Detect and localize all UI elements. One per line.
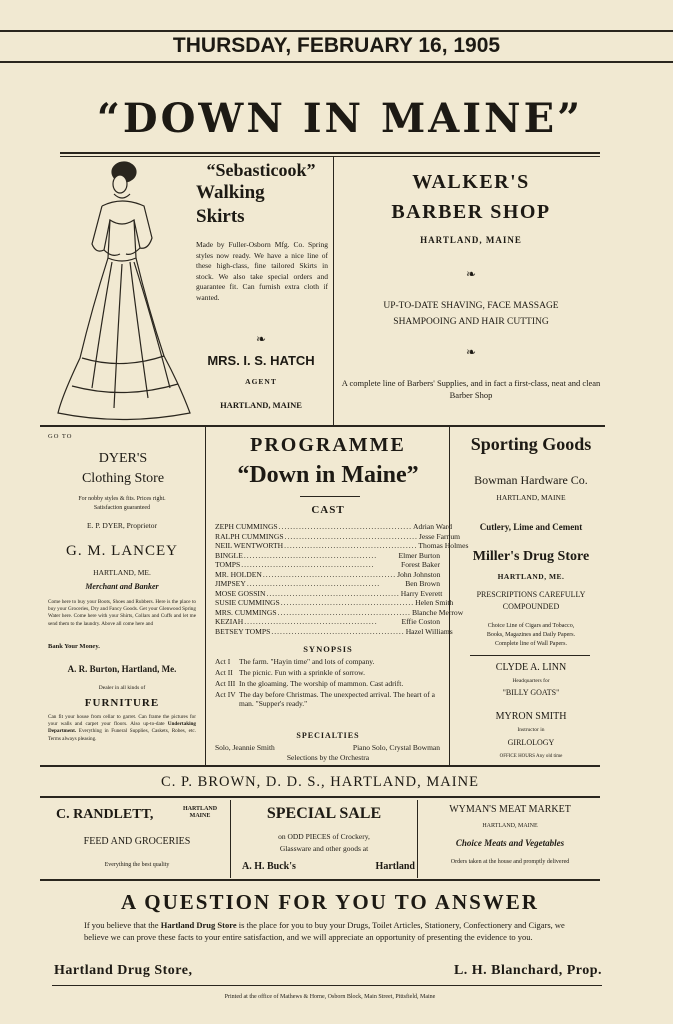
cast-role: MRS. CUMMINGS	[215, 607, 277, 617]
wyman-place: HARTLAND, MAINE	[482, 823, 538, 829]
lady-illustration	[52, 158, 194, 423]
rule	[300, 496, 360, 497]
sale-title: SPECIAL SALE	[266, 805, 382, 822]
programme-play: “Down in Maine”	[237, 462, 419, 488]
cast-role: ZEPH CUMMINGS	[215, 522, 278, 531]
choice-line-1: Choice Line of Cigars and Tobacco,	[487, 623, 575, 629]
miller-place: HARTLAND, ME.	[497, 572, 565, 581]
question-body-1: If you believe that the	[84, 920, 159, 930]
act-label: Act II	[215, 668, 233, 677]
barber-supplies: A complete line of Barbers' Supplies, and in fact a first-class, neat and clean Barber Shop	[341, 378, 601, 400]
randlett-place-1: HARTLAND	[182, 806, 218, 812]
wyman-name: WYMAN'S MEAT MARKET	[449, 804, 571, 815]
specialty-orchestra: Selections by the Orchestra	[286, 753, 370, 762]
burton-undertaking: Undertaking Department.	[48, 721, 197, 735]
specialties-heading: SPECIALTIES	[296, 731, 360, 740]
lancey-bank: Bank Your Money.	[48, 643, 100, 650]
leader-dots: ..............................................	[278, 522, 412, 531]
barber-services-2: SHAMPOOING AND HAIR CUTTING	[393, 317, 549, 327]
wyman-orders: Orders taken at the house and promptly delivered	[450, 859, 570, 865]
randlett-name: C. RANDLETT,	[56, 807, 154, 822]
skirts-body: Made by Fuller-Osborn Mfg. Co. Spring styles now ready. We have a nice line of these high-class, fine tailored Skirts in stock. We also take special orders and guarantee fit. Can furnish extra cloth if wanted.	[196, 240, 328, 302]
cast-actor: Ben Brown	[405, 579, 440, 588]
cast-role: MR. HOLDEN	[215, 569, 262, 579]
barber-line-2: BARBER SHOP	[391, 201, 551, 223]
leader-dots: ..............................................	[243, 550, 378, 560]
miller-name: Miller's Drug Store	[472, 549, 590, 564]
act-row	[215, 668, 440, 677]
myron-subject: GIRLOLOGY	[507, 738, 555, 747]
ornament-leaf-icon: ❧	[465, 345, 477, 359]
choice-line-3: Complete line of Wall Papers.	[495, 641, 567, 647]
act-text: In the gloaming. The worship of mammon. Cast adrift.	[239, 679, 404, 688]
date-header: THURSDAY, FEBRUARY 16, 1905	[172, 34, 501, 57]
randlett-place-2: MAINE	[189, 813, 211, 819]
programme-title: PROGRAMME	[250, 434, 406, 456]
sale-line-1: on ODD PIECES of Crockery,	[278, 832, 370, 841]
cast-actor: Elmer Burton	[398, 550, 440, 560]
burton-body-text: Can fit your house from cellar to garret. Can frame the pictures for your walls and carpet your floors. Also up-to-date	[48, 714, 196, 728]
column-divider	[333, 157, 334, 425]
sale-town: Hartland	[375, 861, 415, 872]
hatch-role: AGENT	[245, 377, 277, 386]
dyer-store: Clothing Store	[81, 471, 165, 486]
bowman-place: HARTLAND, MAINE	[496, 493, 566, 502]
randlett-tag: Everything the best quality	[104, 862, 170, 868]
ornament-leaf-icon: ❧	[465, 267, 477, 281]
question-body-2: is the place for you to buy your Drugs, Toilet Articles, Stationery, Confectionery and Cigars, we believe we can prove these facts to your entire satisfaction, and we will appreciate an opportunity of presenting the evidence to you.	[84, 920, 565, 942]
leader-dots: ..............................................	[284, 541, 418, 550]
rule	[52, 985, 602, 986]
question-title: A QUESTION FOR YOU TO ANSWER	[121, 890, 539, 914]
act-row	[215, 657, 440, 666]
cast-row	[215, 551, 440, 561]
skirts-title-2: Walking	[196, 182, 265, 203]
specialty-solo: Solo, Jeannie Smith	[215, 743, 275, 752]
bowman-name: Bowman Hardware Co.	[474, 473, 588, 487]
sale-store: A. H. Buck's	[242, 861, 296, 872]
cast-actor: Adrian Ward	[412, 522, 453, 531]
ornament-leaf-icon: ❧	[255, 332, 267, 346]
act-row	[215, 679, 440, 688]
myron-role: Instructor in	[517, 727, 545, 733]
cast-row	[215, 588, 443, 599]
headline: “DOWN IN MAINE”	[96, 95, 584, 142]
linn-hq: Headquarters for	[512, 678, 550, 684]
barber-place: HARTLAND, MAINE	[420, 235, 522, 245]
act-label: Act I	[215, 657, 231, 666]
dyer-line-1: For nobby styles & fits. Prices right.	[78, 496, 166, 502]
burton-body-text-2: Everything in Funeral Supplies, Caskets, Robes, etc. Terms always pleasing.	[48, 728, 196, 742]
rule	[60, 152, 600, 154]
cast-actor: Thomas Holmes	[418, 541, 469, 550]
leader-dots: ..............................................	[244, 617, 378, 626]
specialties-row	[215, 743, 440, 752]
cast-row	[215, 579, 440, 589]
leader-dots: ..............................................	[266, 588, 400, 598]
cast-actor: Harry Everett	[400, 588, 443, 598]
question-body	[84, 919, 582, 943]
rule	[40, 765, 600, 767]
randlett-feed: FEED AND GROCERIES	[83, 836, 191, 847]
cast-heading: CAST	[311, 504, 345, 516]
barber-services-1: UP-TO-DATE SHAVING, FACE MASSAGE	[383, 301, 559, 311]
cast-actor: Effie Coston	[401, 617, 440, 626]
rule	[0, 30, 673, 32]
act-label: Act III	[215, 679, 236, 688]
leader-dots: ..............................................	[277, 607, 411, 617]
cast-actor: John Johnston	[397, 569, 441, 579]
column-divider	[417, 800, 418, 878]
prescriptions-2: COMPOUNDED	[502, 602, 560, 611]
skirts-title-3: Skirts	[196, 206, 245, 227]
leader-dots: ..............................................	[271, 626, 405, 636]
cast-row	[215, 607, 464, 618]
burton-name: A. R. Burton, Hartland, Me.	[67, 664, 177, 674]
question-store: Hartland Drug Store	[160, 920, 237, 930]
cast-role: BINGLE	[215, 550, 243, 560]
myron-hours: OFFICE HOURS Any old time	[499, 754, 563, 759]
rule	[60, 156, 600, 157]
leader-dots: ..............................................	[241, 560, 375, 569]
lancey-body: Come here to buy your Boots, Shoes and Rubbers. Here is the place to buy your Groceries, Dry and Fancy Goods. Get your Glenwood Spring Water here. Come here with your Shirts, Collars and Cuffs and let me send them to the laundry. Above all come here and	[48, 599, 196, 627]
dyer-proprietor: E. P. DYER, Proprietor	[87, 521, 157, 530]
cast-row	[215, 598, 454, 608]
hatch-place: HARTLAND, MAINE	[220, 400, 302, 410]
signature-proprietor: L. H. Blanchard, Prop.	[453, 963, 602, 978]
cast-role: TOMPS	[215, 560, 241, 569]
cast-role: BETSEY TOMPS	[215, 626, 271, 636]
lancey-trade: Merchant and Banker	[85, 582, 159, 591]
skirts-title-1: “Sebasticook”	[206, 160, 316, 180]
barber-line-1: WALKER'S	[412, 171, 530, 193]
cast-actor: Hazel Williams	[405, 626, 453, 636]
rule	[40, 425, 605, 427]
cast-role: RALPH CUMMINGS	[215, 531, 284, 541]
column-divider	[205, 427, 206, 765]
cast-role: MOSE GOSSIN	[215, 588, 266, 598]
linn-name: CLYDE A. LINN	[495, 662, 567, 673]
brown-dds: C. P. BROWN, D. D. S., HARTLAND, MAINE	[161, 774, 479, 790]
cast-row	[215, 560, 440, 570]
burton-body	[48, 714, 196, 743]
signature-store: Hartland Drug Store,	[54, 963, 193, 978]
rule	[470, 655, 590, 656]
cast-list	[215, 522, 469, 636]
cast-row	[215, 531, 461, 542]
cast-actor: Forest Baker	[400, 560, 440, 569]
leader-dots: ..............................................	[262, 569, 397, 579]
burton-dealer: Dealer in all kinds of	[98, 685, 146, 691]
dyer-name: DYER'S	[98, 451, 148, 466]
cast-role: KEZIAH	[215, 617, 244, 626]
sale-line-2: Glassware and other goods at	[279, 844, 369, 853]
cutlery-line: Cutlery, Lime and Cement	[479, 522, 583, 532]
act-row	[215, 690, 440, 708]
rule	[40, 796, 600, 798]
cast-row	[215, 626, 453, 637]
act-label: Act IV	[215, 690, 236, 699]
linn-goats: "BILLY GOATS"	[502, 688, 560, 697]
cast-role: JIMPSEY	[215, 579, 246, 588]
choice-line-2: Books, Magazines and Daily Papers.	[486, 632, 576, 638]
leader-dots: ..............................................	[284, 531, 418, 541]
cast-role: SUSIE CUMMINGS	[215, 598, 280, 607]
cast-actor: Helen Smith	[415, 598, 454, 607]
synopsis-list	[215, 657, 440, 708]
column-divider	[449, 427, 450, 765]
act-text: The picnic. Fun with a sprinkle of sorrow.	[239, 668, 365, 677]
specialty-piano: Piano Solo, Crystal Bowman	[352, 743, 440, 752]
rule	[0, 61, 673, 63]
synopsis-heading: SYNOPSIS	[303, 644, 353, 654]
lancey-place: HARTLAND, ME.	[93, 568, 151, 577]
hatch-name: MRS. I. S. HATCH	[207, 353, 315, 368]
act-text: The farm. "Hayin time" and lots of company.	[239, 657, 375, 666]
dyer-line-2: Satisfaction guaranteed	[93, 505, 151, 511]
cast-row	[215, 617, 440, 627]
cast-role: NEIL WENTWORTH	[215, 541, 284, 550]
leader-dots: ..............................................	[246, 579, 381, 588]
rule	[40, 879, 600, 881]
burton-furniture: FURNITURE	[84, 697, 160, 709]
sporting-goods: Sporting Goods	[470, 434, 592, 454]
prescriptions-1: PRESCRIPTIONS CAREFULLY	[476, 590, 586, 599]
cast-row	[215, 522, 453, 532]
cast-actor: Blanche Merrow	[411, 607, 464, 617]
myron-name: MYRON SMITH	[495, 711, 567, 722]
act-text: The day before Christmas. The unexpected arrival. The heart of a man. "Supper's ready."	[239, 690, 435, 708]
leader-dots: ..............................................	[280, 598, 415, 607]
wyman-choice: Choice Meats and Vegetables	[455, 838, 565, 848]
column-divider	[230, 800, 231, 878]
cast-row	[215, 541, 469, 551]
cast-actor: Jesse Farnum	[418, 531, 461, 541]
cast-row	[215, 570, 440, 580]
lancey-name: G. M. LANCEY	[66, 543, 178, 559]
printer-footer: Printed at the office of Mathews & Horne, Osborn Block, Main Street, Pittsfield, Maine	[224, 994, 436, 1000]
goto-label: GO TO	[48, 433, 73, 440]
